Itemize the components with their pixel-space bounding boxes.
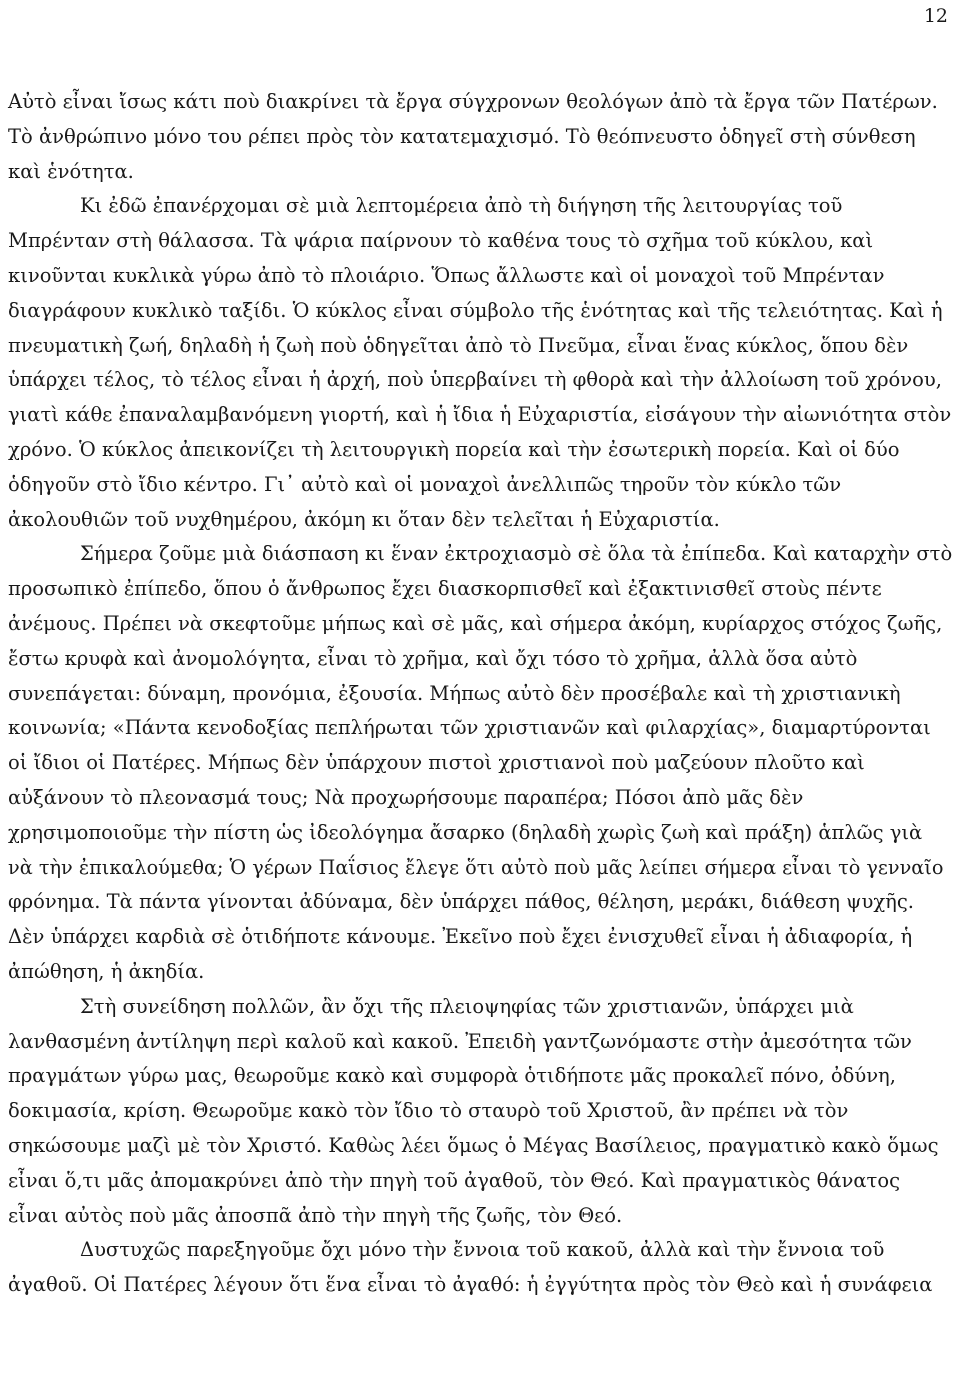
text-line: πραγμάτων γύρω μας, θεωροῦμε κακὸ καὶ συμφορὰ ὁτιδήποτε μᾶς προκαλεῖ πόνο, ὀδύνη, — [8, 1064, 896, 1088]
text-line: σηκώσουμε μαζὶ μὲ τὸν Χριστό. Καθὼς λέει ὅμως ὁ Μέγας Βασίλειος, πραγματικὸ κακὸ ὅμως — [8, 1133, 939, 1157]
text-line: Αὐτὸ εἶναι ἴσως κάτι ποὺ διακρίνει τὰ ἔργα σύγχρονων θεολόγων ἀπὸ τὰ ἔργα τῶν Πατέρων. — [8, 90, 938, 113]
text-line: γιατὶ κάθε ἐπαναλαμβανόμενη γιορτή, καὶ ἡ ἴδια ἡ Εὐχαριστία, εἰσάγουν τὴν αἰωνιότητα στὸν — [8, 403, 952, 427]
text-line: προσωπικὸ ἐπίπεδο, ὅπου ὁ ἄνθρωπος ἔχει διασκορπισθεῖ καὶ ἐξακτινισθεῖ στοὺς πέντε — [8, 577, 882, 601]
text-line: εἶναι ὅ,τι μᾶς ἀπομακρύνει ἀπὸ τὴν πηγὴ τοῦ ἀγαθοῦ, τὸν Θεό. Καὶ πραγματικὸς θάνατος — [8, 1168, 900, 1192]
text-line: ἀνέμους. Πρέπει νὰ σκεφτοῦμε μήπως καὶ σὲ μᾶς, καὶ σήμερα ἀκόμη, κυρίαρχος στόχος ζωῆς, — [8, 611, 943, 635]
page-number: 12 — [923, 5, 948, 27]
text-line: λανθασμένη ἀντίληψη περὶ καλοῦ καὶ κακοῦ. Ἐπειδὴ γαντζωνόμαστε στὴν ἀμεσότητα τῶν — [8, 1029, 912, 1053]
text-line: Τὸ ἀνθρώπινο μόνο του ρέπει πρὸς τὸν κατατεμαχισμό. Τὸ θεόπνευστο ὁδηγεῖ στὴ σύνθεση — [8, 124, 916, 148]
text-line: ἔστω κρυφὰ καὶ ἀνομολόγητα, εἶναι τὸ χρῆμα, καὶ ὄχι τόσο τὸ χρῆμα, ἀλλὰ ὅσα αὐτὸ — [8, 646, 858, 670]
text-line: διαγράφουν κυκλικὸ ταξίδι. Ὁ κύκλος εἶναι σύμβολο τῆς ἑνότητας καὶ τῆς τελειότητας. Καὶ ἡ — [8, 298, 943, 322]
text-line: ὑπάρχει τέλος, τὸ τέλος εἶναι ἡ ἀρχή, ποὺ ὑπερβαίνει τὴ φθορὰ καὶ τὴν ἀλλοίωση τοῦ χρόνου, — [8, 368, 942, 392]
text-line: ἀγαθοῦ. Οἱ Πατέρες λέγουν ὅτι ἕνα εἶναι τὸ ἀγαθό: ἡ ἐγγύτητα πρὸς τὸν Θεὸ καὶ ἡ συνάφεια — [8, 1273, 933, 1297]
text-line: νὰ τὴν ἐπικαλούμεθα; Ὁ γέρων Παΐσιος ἔλεγε ὅτι αὐτὸ ποὺ μᾶς λείπει σήμερα εἶναι τὸ γενναῖο — [8, 855, 944, 879]
text-line: αὐξάνουν τὸ πλεονασμά τους; Νὰ προχωρήσουμε παραπέρα; Πόσοι ἀπὸ μᾶς δὲν — [8, 785, 804, 809]
text-line: χρόνο. Ὁ κύκλος ἀπεικονίζει τὴ λειτουργικὴ πορεία καὶ τὴν ἐσωτερικὴ πορεία. Καὶ οἱ δύο — [8, 437, 900, 461]
text-line: Δυστυχῶς παρεξηγοῦμε ὄχι μόνο τὴν ἔννοια τοῦ κακοῦ, ἀλλὰ καὶ τὴν ἔννοια τοῦ — [80, 1238, 885, 1262]
text-line: συνεπάγεται: δύναμη, προνόμια, ἐξουσία. Μήπως αὐτὸ δὲν προσέβαλε καὶ τὴ χριστιανικὴ — [8, 681, 901, 705]
text-line: καὶ ἑνότητα. — [8, 159, 134, 183]
text-line: Στὴ συνείδηση πολλῶν, ἂν ὄχι τῆς πλειοψηφίας τῶν χριστιανῶν, ὑπάρχει μιὰ — [80, 994, 854, 1018]
text-line: κοινωνία; «Πάντα κενοδοξίας πεπλήρωται τῶν χριστιανῶν καὶ φιλαρχίας», διαμαρτύρονται — [8, 716, 931, 740]
text-line: οἱ ἴδιοι οἱ Πατέρες. Μήπως δὲν ὑπάρχουν πιστοὶ χριστιανοὶ ποὺ μαζεύουν πλοῦτο καὶ — [8, 751, 865, 775]
body-text — [8, 85, 952, 1303]
text-line: Σήμερα ζοῦμε μιὰ διάσπαση κι ἕναν ἐκτροχιασμὸ σὲ ὅλα τὰ ἐπίπεδα. Καὶ καταρχὴν στὸ — [80, 542, 953, 566]
text-line: Μπρένταν στὴ θάλασσα. Τὰ ψάρια παίρνουν τὸ καθένα τους τὸ σχῆμα τοῦ κύκλου, καὶ — [8, 229, 874, 253]
text-line: κινοῦνται κυκλικὰ γύρω ἀπὸ τὸ πλοιάριο. Ὅπως ἄλλωστε καὶ οἱ μοναχοὶ τοῦ Μπρένταν — [8, 263, 885, 287]
text-line: Κι ἐδῶ ἐπανέρχομαι σὲ μιὰ λεπτομέρεια ἀπὸ τὴ διήγηση τῆς λειτουργίας τοῦ — [80, 194, 843, 218]
text-line: εἶναι αὐτὸς ποὺ μᾶς ἀποσπᾶ ἀπὸ τὴν πηγὴ τῆς ζωῆς, τὸν Θεό. — [8, 1203, 623, 1227]
text-line: δοκιμασία, κρίση. Θεωροῦμε κακὸ τὸν ἴδιο τὸ σταυρὸ τοῦ Χριστοῦ, ἂν πρέπει νὰ τὸν — [8, 1099, 849, 1123]
text-line: χρησιμοποιοῦμε τὴν πίστη ὡς ἰδεολόγημα ἄσαρκο (δηλαδὴ χωρὶς ζωὴ καὶ πράξη) ἁπλῶς γιὰ — [8, 820, 923, 844]
text-line: φρόνημα. Τὰ πάντα γίνονται ἀδύναμα, δὲν ὑπάρχει πάθος, θέληση, μεράκι, διάθεση ψυχῆς. — [8, 890, 914, 914]
text-line: ἀκολουθιῶν τοῦ νυχθημέρου, ἀκόμη κι ὅταν δὲν τελεῖται ἡ Εὐχαριστία. — [8, 507, 720, 531]
text-line: πνευματικὴ ζωή, δηλαδὴ ἡ ζωὴ ποὺ ὁδηγεῖται ἀπὸ τὸ Πνεῦμα, εἶναι ἕνας κύκλος, ὅπου δὲν — [8, 333, 909, 357]
text-line: ἀπώθηση, ἡ ἀκηδία. — [8, 959, 205, 983]
text-line: ὁδηγοῦν στὸ ἴδιο κέντρο. Γι᾽ αὐτὸ καὶ οἱ μοναχοὶ ἀνελλιπῶς τηροῦν τὸν κύκλο τῶν — [8, 472, 842, 496]
text-line: Δὲν ὑπάρχει καρδιὰ σὲ ὁτιδήποτε κάνουμε. Ἐκεῖνο ποὺ ἔχει ἐνισχυθεῖ εἶναι ἡ ἀδιαφορία, ἡ — [8, 925, 913, 949]
